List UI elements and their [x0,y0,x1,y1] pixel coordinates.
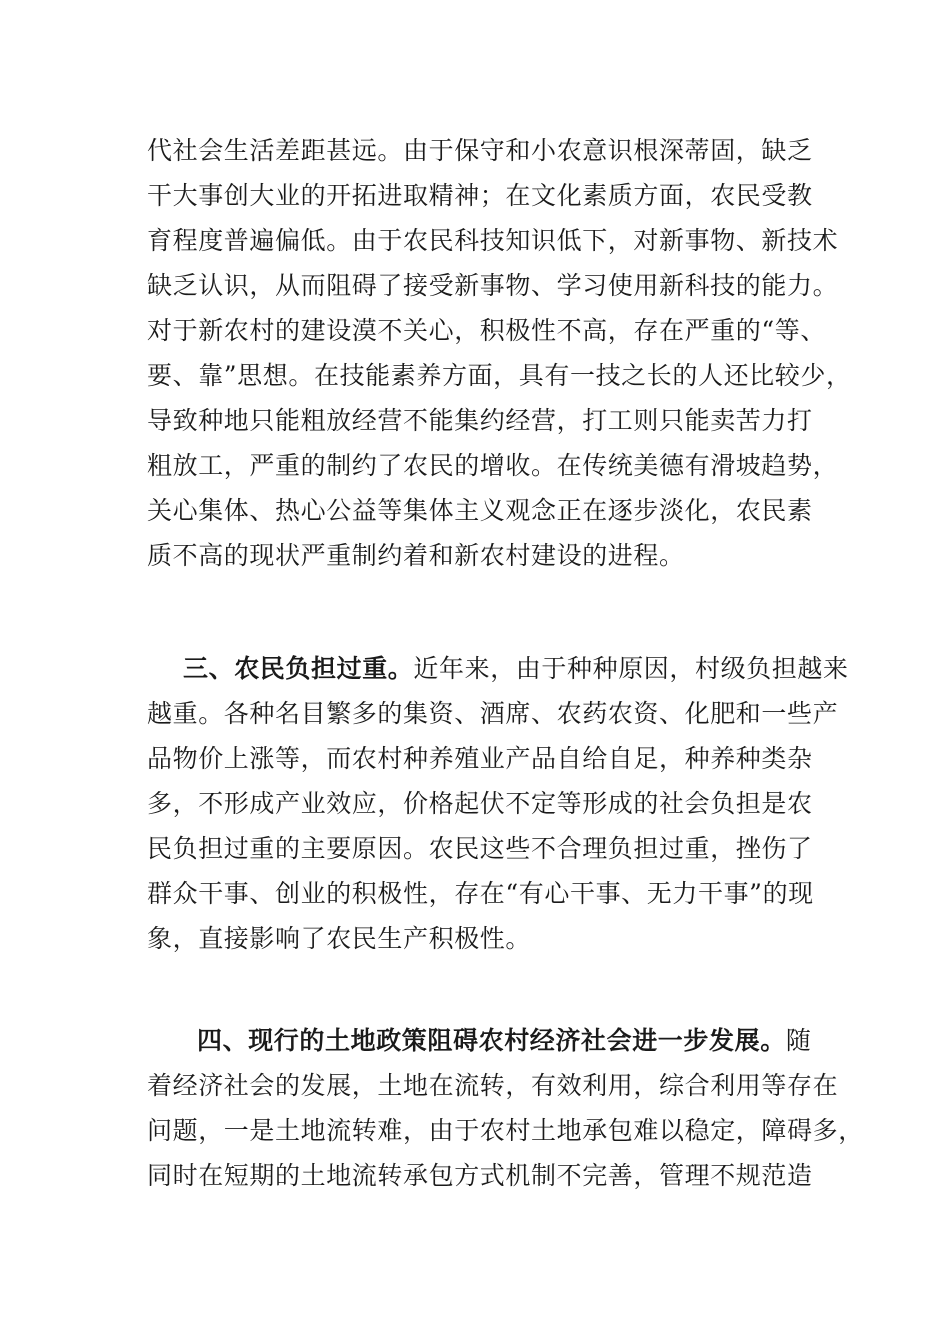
paragraph-2-line: 民负担过重的主要原因。农民这些不合理负担过重，挫伤了 [147,834,813,863]
paragraph-3-first-line [147,1018,812,1063]
paragraph-1-line: 导致种地只能粗放经营不能集约经营，打工则只能卖苦力打 [147,406,813,435]
paragraph-3 [147,1018,864,1198]
section-heading-3: 三、农民负担过重。 [183,654,414,683]
paragraph-2-first-line [147,646,849,691]
paragraph-2-line: 群众干事、创业的积极性，存在“有心干事、无力干事”的现 [147,879,814,908]
paragraph-2-line: 多，不形成产业效应，价格起伏不定等形成的社会负担是农 [147,789,813,818]
paragraph-2 [147,646,849,961]
paragraph-1-line: 粗放工，严重的制约了农民的增收。在传统美德有滑坡趋势， [147,451,839,480]
paragraph-3-line: 同时在短期的土地流转承包方式机制不完善，管理不规范造 [147,1161,813,1190]
paragraph-2-line: 越重。各种名目繁多的集资、酒席、农药农资、化肥和一些产 [147,699,839,728]
paragraph-3-line: 着经济社会的发展，土地在流转，有效利用，综合利用等存在 [147,1071,839,1100]
paragraph-2-first-line-text: 近年来，由于种种原因，村级负担越来 [413,654,849,683]
section-heading-4: 四、现行的土地政策阻碍农村经济社会进一步发展。 [197,1026,786,1055]
paragraph-2-line: 品物价上涨等，而农村种养殖业产品自给自足，种养种类杂 [147,744,813,773]
paragraph-1-line: 代社会生活差距甚远。由于保守和小农意识根深蒂固，缺乏 [147,136,813,165]
paragraph-1 [147,128,852,578]
paragraph-1-line: 育程度普遍偏低。由于农民科技知识低下，对新事物、新技术 [147,226,839,255]
paragraph-3-first-line-text: 随 [785,1026,812,1055]
paragraph-1-line: 干大事创大业的开拓进取精神；在文化素质方面，农民受教 [147,181,813,210]
paragraph-1-line: 质不高的现状严重制约着和新农村建设的进程。 [147,541,685,570]
paragraph-1-line: 缺乏认识，从而阻碍了接受新事物、学习使用新科技的能力。 [147,271,839,300]
paragraph-1-line: 关心集体、热心公益等集体主义观念正在逐步淡化，农民素 [147,496,813,525]
paragraph-3-line: 问题，一是土地流转难，由于农村土地承包难以稳定，障碍多， [147,1116,864,1145]
paragraph-2-line: 象，直接影响了农民生产积极性。 [147,924,532,953]
paragraph-1-line: 要、靠”思想。在技能素养方面，具有一技之长的人还比较少， [147,361,852,390]
paragraph-1-line: 对于新农村的建设漠不关心，积极性不高，存在严重的“等、 [147,316,826,345]
